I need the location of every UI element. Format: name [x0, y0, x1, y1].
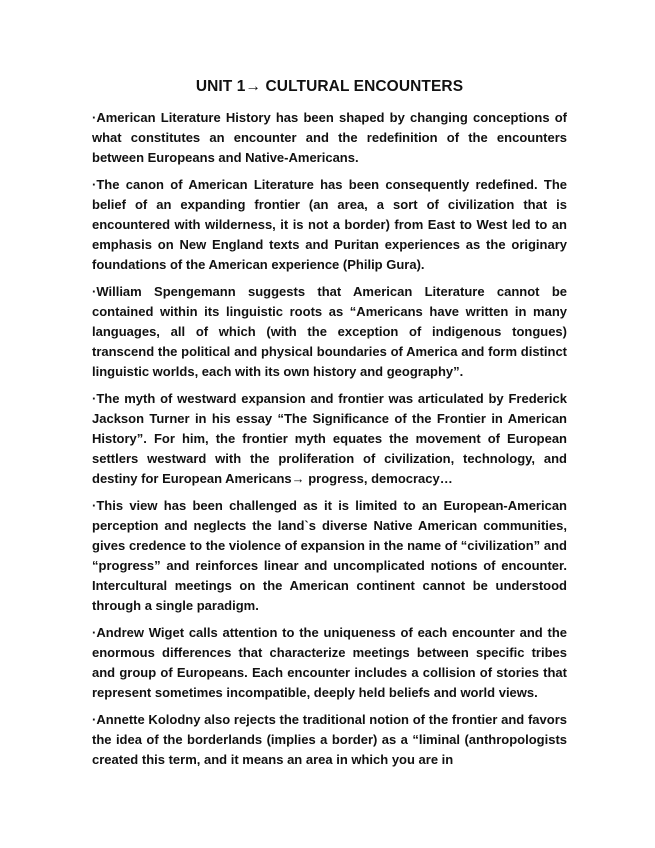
paragraph-turner-frontier: ·The myth of westward expansion and frontier was articulated by Frederick Jackson Turner in his essay “The Significance of the Frontier in American History”. For him, the frontier myth equates the movement of European settlers westward with the proliferation of civilization, technology, and destiny for European Americans→ progress, democracy… [92, 391, 567, 486]
page-title: UNIT 1→ CULTURAL ENCOUNTERS [195, 78, 464, 95]
paragraph-kolodny: ·Annette Kolodny also rejects the traditional notion of the frontier and favors the idea of the borderlands (implies a border) as a “liminal (anthropologists created this term, and it means an area in which you are in [92, 712, 567, 767]
paragraph-view-challenged: ·This view has been challenged as it is limited to an European-American perception and neglects the land`s diverse Native American communities, gives credence to the violence of expansion in the name of “civilization” and “progress” and reinforces linear and uncomplicated notions of encounter. Intercultural meetings on the American continent cannot be understood through a single paradigm. [92, 498, 567, 613]
paragraph-canon-redefined: ·The canon of American Literature has been consequently redefined. The belief of an expanding frontier (an area, a sort of civilization that is encountered with wilderness, it is not a border) from East to West led to an emphasis on New England texts and Puritan experiences as the originary foundations of the American experience (Philip Gura). [92, 177, 567, 272]
paragraph-spengemann: ·William Spengemann suggests that American Literature cannot be contained within its linguistic roots as “Americans have written in many languages, all of which (with the exception of indigenous tongues) transcend the political and physical boundaries of America and form distinct linguistic worlds, each with its own history and geography”. [92, 284, 567, 379]
paragraph-encounter-history: ·American Literature History has been shaped by changing conceptions of what constitutes an encounter and the redefinition of the encounters between Europeans and Native-Americans. [92, 110, 567, 165]
paragraph-wiget: ·Andrew Wiget calls attention to the uniqueness of each encounter and the enormous differences that characterize meetings between specific tribes and group of Europeans. Each encounter includes a collision of stories that represent sometimes incompatible, deeply held beliefs and world views. [92, 625, 567, 700]
